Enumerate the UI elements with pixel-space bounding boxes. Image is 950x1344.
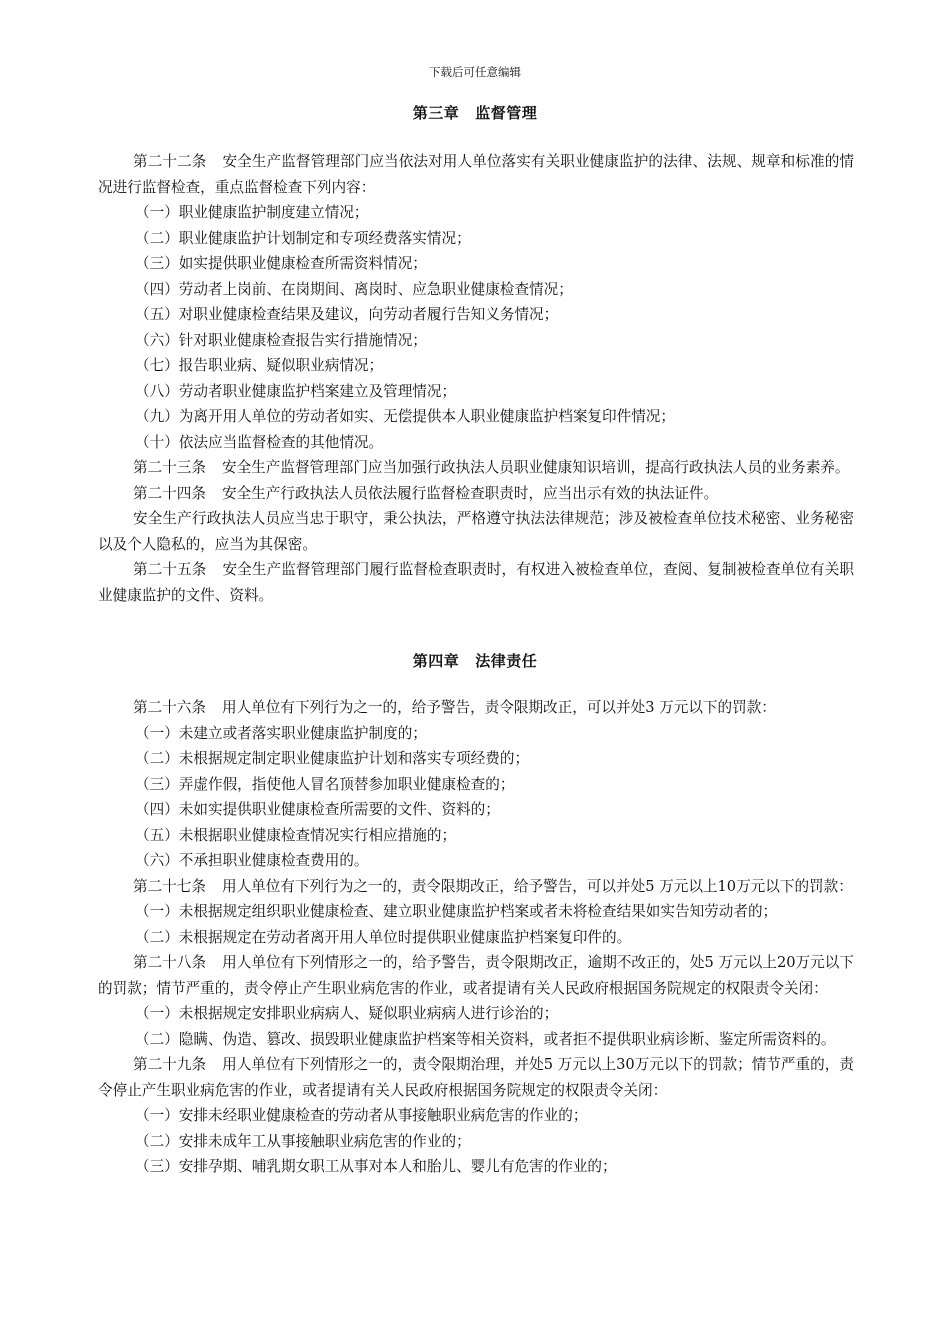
- article-a26: [98, 695, 854, 721]
- list-item: （四）未如实提供职业健康检查所需要的文件、资料的；: [135, 801, 500, 818]
- article-text: 安全生产监督管理部门应当加强行政执法人员职业健康知识培训，提高行政执法人员的业务素养。: [221, 459, 850, 476]
- paragraph: 安全生产行政执法人员应当忠于职守，秉公执法，严格遵守执法法律规范；涉及被检查单位技术秘密、业务秘密以及个人隐私的，应当为其保密。: [98, 510, 854, 553]
- list-item: （九）为离开用人单位的劳动者如实、无偿提供本人职业健康监护档案复印件情况；: [135, 408, 675, 425]
- article-number: 第二十九条: [133, 1056, 207, 1073]
- article-a24: [98, 481, 854, 507]
- list-item: （三）如实提供职业健康检查所需资料情况；: [135, 255, 427, 272]
- article-number: 第二十六条: [133, 699, 206, 716]
- list-item: （一）未建立或者落实职业健康监护制度的；: [135, 724, 427, 742]
- list-item: （四）劳动者上岗前、在岗期间、离岗时、应急职业健康检查情况；: [135, 280, 573, 298]
- article-text: 用人单位有下列行为之一的，责令限期改正，给予警告，可以并处5 万元以上10万元以下的罚款：: [221, 877, 853, 895]
- ch3-text: [98, 149, 854, 608]
- list-item: （五）对职业健康检查结果及建议，向劳动者履行告知义务情况；: [135, 306, 559, 323]
- article-a22: [98, 149, 854, 200]
- list-item: （三）安排孕期、哺乳期女职工从事对本人和胎儿、婴儿有危害的作业的；: [135, 1158, 617, 1175]
- list-item: （六）不承担职业健康检查费用的。: [135, 852, 369, 869]
- article-text: 用人单位有下列情形之一的，给予警告，责令限期改正，逾期不改正的，处5 万元以上20万元以下的罚款；情节严重的，责令停止产生职业病危害的作业，或者提请有关人民政府根据国务院规定的权限责令关闭：: [98, 954, 854, 997]
- list-item: （一）未根据规定组织职业健康检查、建立职业健康监护档案或者未将检查结果如实告知劳动者的；: [135, 903, 778, 920]
- article-number: 第二十四条: [133, 484, 206, 502]
- list-item: （五）未根据职业健康检查情况实行相应措施的；: [135, 826, 457, 844]
- article-number: 第二十八条: [133, 954, 207, 971]
- list-item: （十）依法应当监督检查的其他情况。: [135, 433, 384, 451]
- chapter-4-title: 法律责任: [475, 652, 538, 670]
- chapter-4-heading: [0, 650, 950, 671]
- article-a28: [98, 950, 854, 1001]
- list-item: （三）弄虚作假，指使他人冒名顶替参加职业健康检查的；: [135, 775, 515, 793]
- article-number: 第二十五条: [133, 561, 207, 578]
- article-a23: [98, 455, 854, 481]
- header-note: 下载后可任意编辑: [429, 65, 521, 79]
- article-a27: [98, 874, 854, 900]
- list-item: （一）未根据规定安排职业病病人、疑似职业病病人进行诊治的；: [135, 1005, 559, 1022]
- article-a29: [98, 1052, 854, 1103]
- list-item: （二）职业健康监护计划制定和专项经费落实情况；: [135, 229, 471, 247]
- chapter-4-number: 第四章: [412, 652, 460, 670]
- chapter-3-title: 监督管理: [475, 104, 538, 122]
- article-text: 用人单位有下列行为之一的，给予警告，责令限期改正，可以并处3 万元以下的罚款：: [221, 699, 776, 716]
- list-item: （六）针对职业健康检查报告实行措施情况；: [135, 331, 427, 349]
- list-item: （一）安排未经职业健康检查的劳动者从事接触职业病危害的作业的；: [135, 1107, 588, 1124]
- list-item: （八）劳动者职业健康监护档案建立及管理情况；: [135, 382, 457, 400]
- list-item: （二）隐瞒、伪造、篡改、损毁职业健康监护档案等相关资料，或者拒不提供职业病诊断、鉴定所需资料的。: [135, 1030, 836, 1048]
- ch4-text: [98, 695, 854, 1180]
- chapter-3-number: 第三章: [412, 104, 460, 122]
- list-item: （二）未根据规定在劳动者离开用人单位时提供职业健康监护档案复印件的。: [135, 928, 632, 946]
- article-number: 第二十二条: [133, 153, 207, 170]
- list-item: （二）安排未成年工从事接触职业病危害的作业的；: [135, 1132, 471, 1150]
- list-item: （一）职业健康监护制度建立情况；: [135, 204, 369, 221]
- article-text: 安全生产行政执法人员依法履行监督检查职责时，应当出示有效的执法证件。: [221, 484, 719, 502]
- article-text: 用人单位有下列情形之一的，责令限期治理，并处5 万元以上30万元以下的罚款；情节严重的，责令停止产生职业病危害的作业，或者提请有关人民政府根据国务院规定的权限责令关闭：: [98, 1056, 854, 1099]
- article-number: 第二十七条: [133, 877, 206, 895]
- article-text: 安全生产监督管理部门应当依法对用人单位落实有关职业健康监护的法律、法规、规章和标准的情况进行监督检查，重点监督检查下列内容：: [98, 153, 854, 196]
- article-number: 第二十三条: [133, 459, 206, 476]
- list-item: （二）未根据规定制定职业健康监护计划和落实专项经费的；: [135, 750, 530, 767]
- chapter-3-heading: [0, 102, 950, 123]
- article-a25: [98, 557, 854, 608]
- article-text: 安全生产监督管理部门履行监督检查职责时，有权进入被检查单位，查阅、复制被检查单位有关职业健康监护的文件、资料。: [98, 561, 854, 604]
- list-item: （七）报告职业病、疑似职业病情况；: [135, 357, 384, 374]
